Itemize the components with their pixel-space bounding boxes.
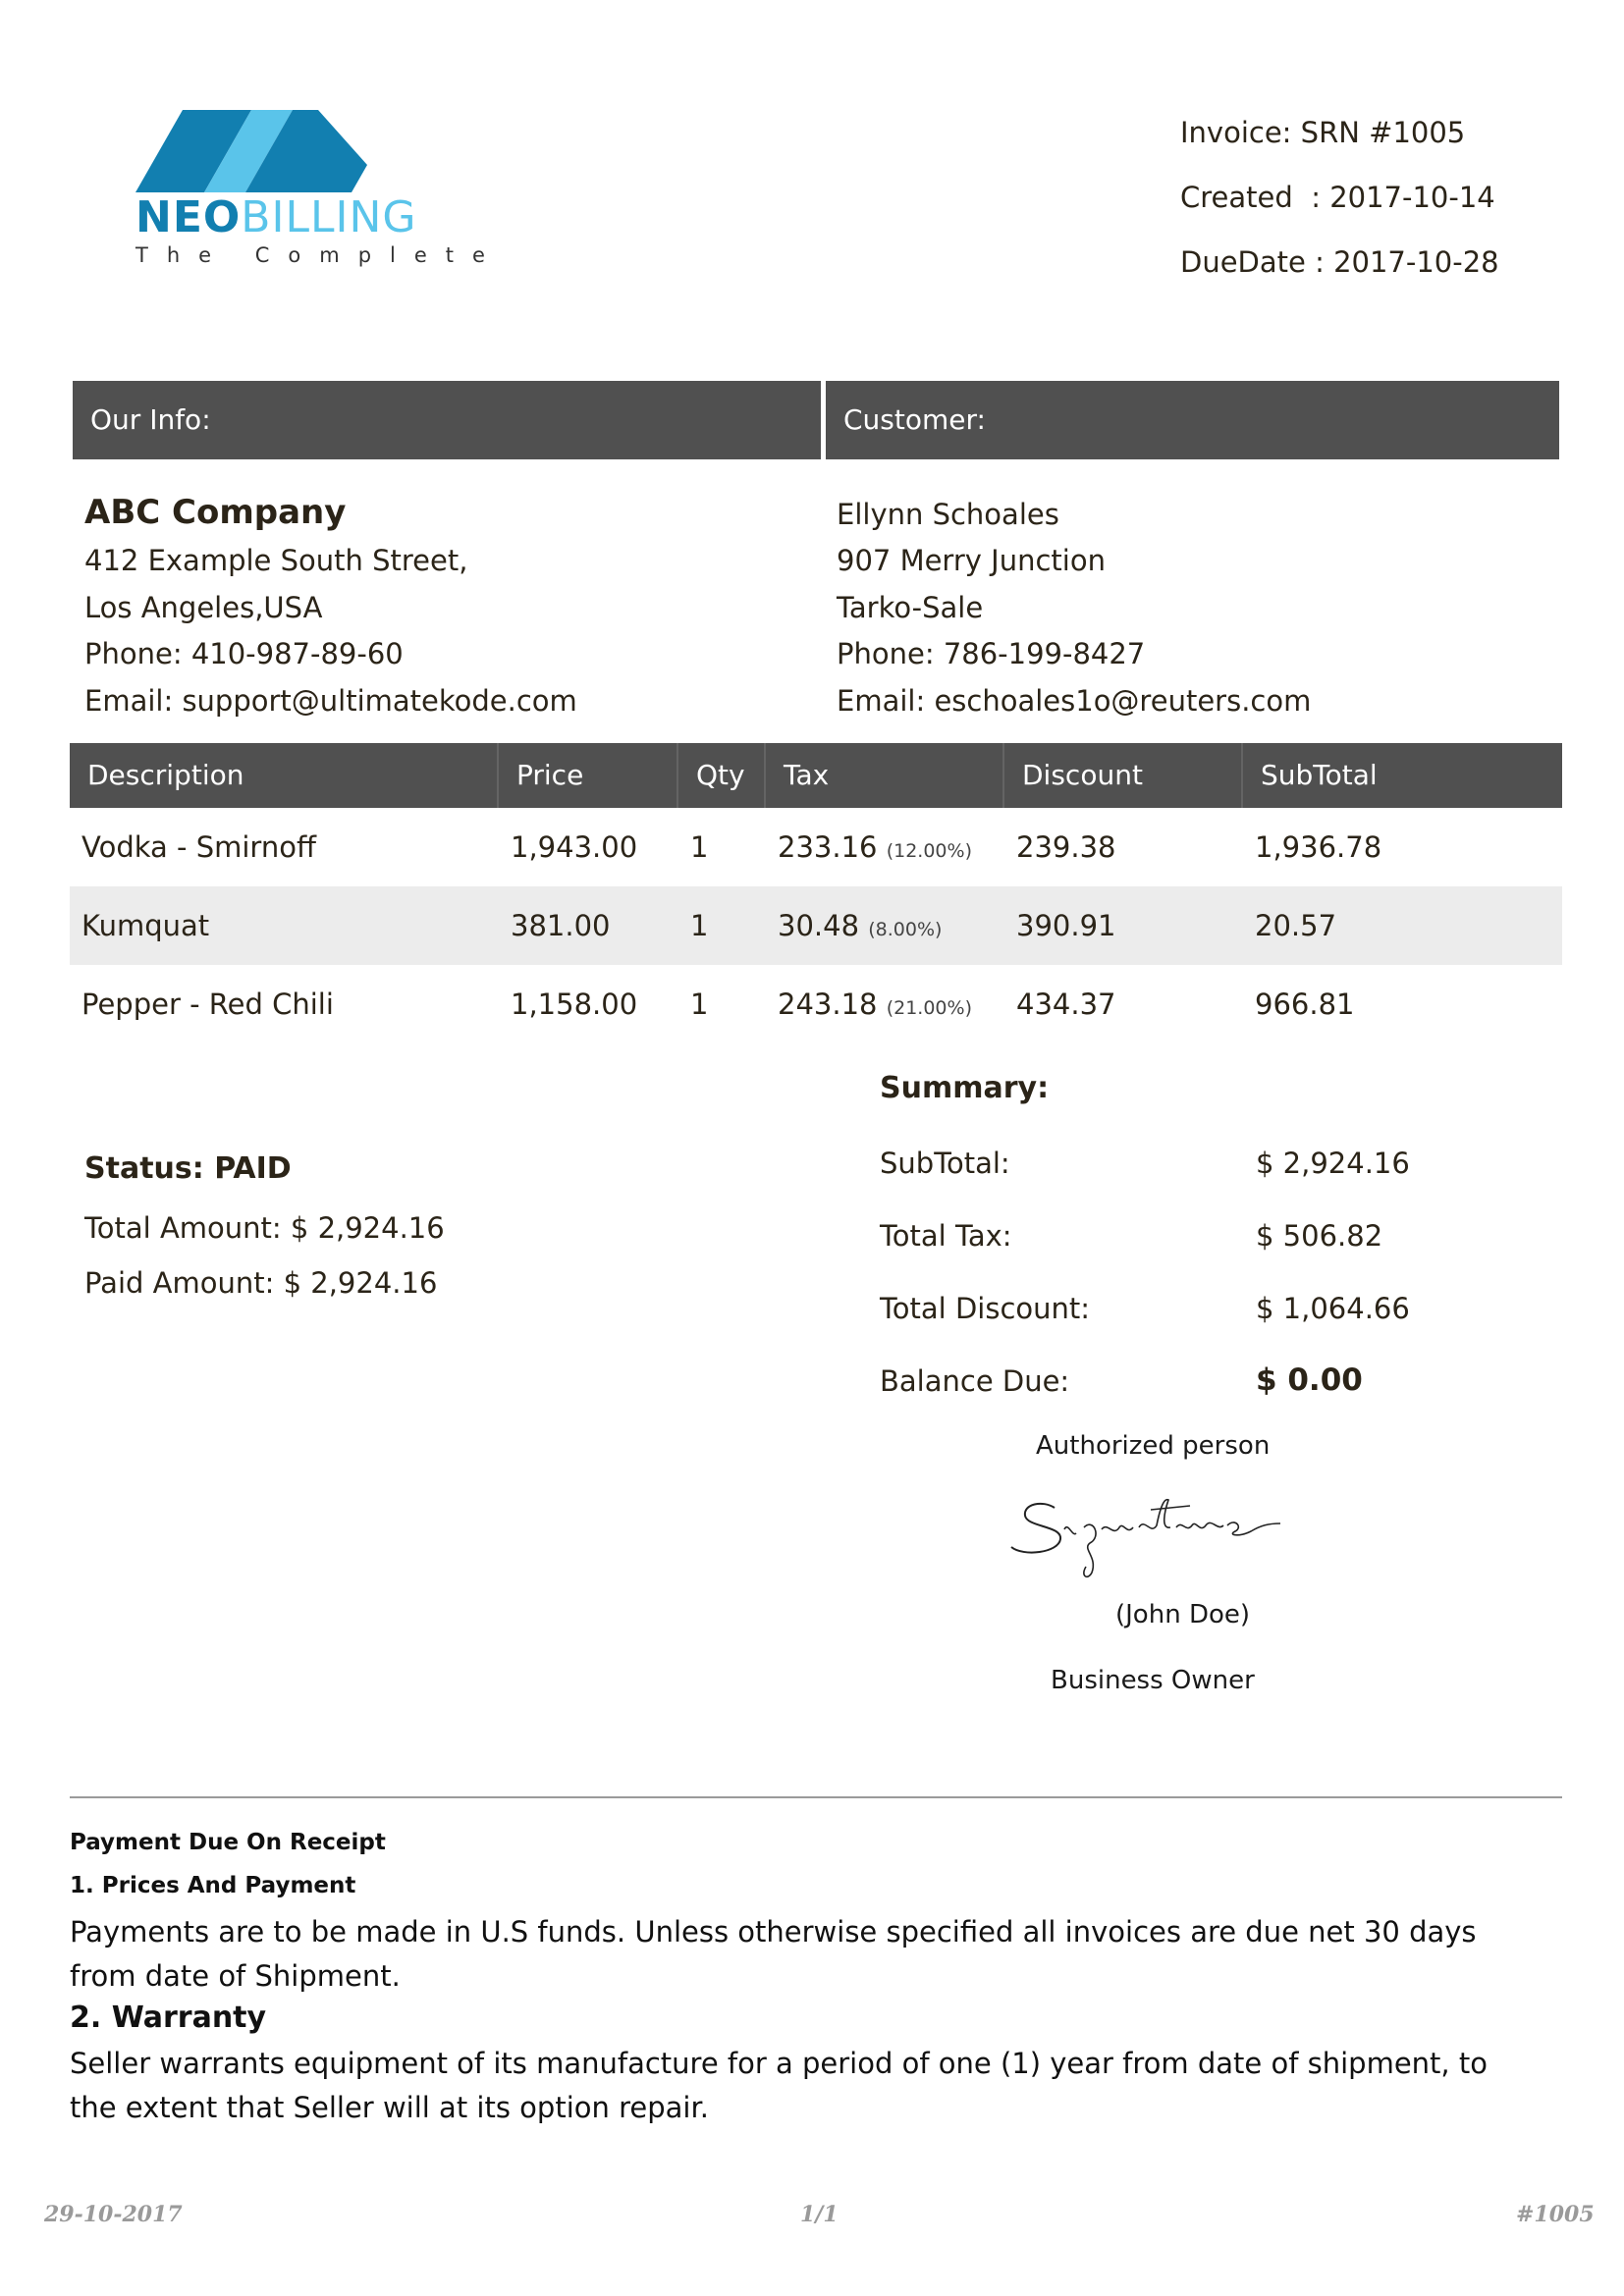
company-name: ABC Company — [84, 493, 347, 532]
column-header-qty: Qty — [678, 743, 766, 808]
column-header-price: Price — [499, 743, 678, 808]
cell-description: Kumquat — [81, 909, 210, 942]
summary-subtotal-label: SubTotal: — [880, 1147, 1010, 1180]
logo-wordmark — [135, 192, 416, 243]
items-table-header — [70, 743, 1562, 808]
terms-divider — [70, 1796, 1562, 1798]
logo-wordmark-billing: BILLING — [241, 192, 417, 242]
authorized-person-label: Authorized person — [1036, 1431, 1271, 1461]
column-header-tax: Tax — [766, 743, 1004, 808]
cell-tax-amount: 233.16 — [778, 830, 878, 864]
terms-section1-body: Payments are to be made in U.S funds. Unless otherwise specified all invoices are due net 30 days from date of Shipment. — [70, 1915, 1477, 1993]
column-header-description: Description — [70, 743, 499, 808]
table-row — [70, 886, 1562, 965]
signature-image — [1003, 1478, 1298, 1586]
column-header-discount: Discount — [1004, 743, 1243, 808]
summary-discount-label: Total Discount: — [880, 1292, 1091, 1325]
logo-tagline: The Complete — [135, 243, 504, 267]
cell-qty: 1 — [690, 830, 709, 864]
terms-section2-body: Seller warrants equipment of its manufacture for a period of one (1) year from date of shipment, to the extent that Seller will at its option repair. — [70, 2047, 1488, 2124]
cell-description: Pepper - Red Chili — [81, 988, 334, 1021]
company-address-line2: Los Angeles,USA — [84, 591, 323, 624]
signatory-role: Business Owner — [1051, 1666, 1255, 1695]
cell-qty: 1 — [690, 988, 709, 1021]
items-table — [70, 743, 1562, 1043]
column-header-subtotal: SubTotal — [1261, 759, 1378, 791]
total-amount: Total Amount: $ 2,924.16 — [84, 1211, 445, 1245]
company-phone: Phone: 410-987-89-60 — [84, 637, 404, 670]
cell-tax-rate: (12.00%) — [886, 840, 972, 862]
cell-discount: 434.37 — [1016, 988, 1116, 1021]
cell-tax-amount: 30.48 — [778, 909, 860, 942]
logo-wordmark-neo: NEO — [135, 192, 242, 242]
cell-tax — [766, 965, 972, 1043]
cell-qty: 1 — [690, 909, 709, 942]
summary-subtotal-value: $ 2,924.16 — [1256, 1147, 1410, 1180]
cell-subtotal: 1,936.78 — [1255, 830, 1382, 864]
company-address-line1: 412 Example South Street, — [84, 544, 468, 577]
invoice-number: Invoice: SRN #1005 — [1180, 116, 1466, 149]
cell-tax-amount: 243.18 — [778, 988, 878, 1021]
table-row — [70, 965, 1562, 1043]
cell-description: Vodka - Smirnoff — [81, 830, 316, 864]
neobilling-logo-mark — [135, 106, 371, 192]
customer-header: Customer: — [826, 381, 1559, 459]
cell-subtotal: 966.81 — [1255, 988, 1355, 1021]
cell-tax-rate: (21.00%) — [886, 997, 972, 1019]
cell-tax-rate: (8.00%) — [868, 919, 943, 940]
terms-heading: Payment Due On Receipt — [70, 1830, 386, 1855]
summary-tax-value: $ 506.82 — [1256, 1219, 1383, 1253]
customer-address-line2: Tarko-Sale — [837, 591, 984, 624]
terms-section2-title: 2. Warranty — [70, 2001, 267, 2035]
summary-tax-label: Total Tax: — [880, 1219, 1012, 1253]
cell-tax — [766, 886, 942, 965]
balance-due-label: Balance Due: — [880, 1364, 1070, 1398]
footer-date: 29-10-2017 — [44, 2202, 183, 2227]
invoice-due-date: DueDate : 2017-10-28 — [1180, 245, 1499, 279]
footer-invoice-number: #1005 — [1516, 2202, 1595, 2227]
cell-subtotal: 20.57 — [1255, 909, 1337, 942]
terms-section1-title: 1. Prices And Payment — [70, 1873, 356, 1898]
company-email: Email: support@ultimatekode.com — [84, 684, 577, 718]
invoice-created-date: Created : 2017-10-14 — [1180, 181, 1495, 214]
customer-email: Email: eschoales1o@reuters.com — [837, 684, 1312, 718]
cell-price: 381.00 — [511, 909, 611, 942]
cell-discount: 239.38 — [1016, 830, 1116, 864]
paid-amount: Paid Amount: $ 2,924.16 — [84, 1266, 438, 1300]
customer-phone: Phone: 786-199-8427 — [837, 637, 1146, 670]
payment-status: Status: PAID — [84, 1151, 292, 1186]
cell-discount: 390.91 — [1016, 909, 1116, 942]
cell-price: 1,158.00 — [511, 988, 638, 1021]
table-row — [70, 808, 1562, 886]
footer-page-number: 1/1 — [800, 2202, 839, 2227]
balance-due-value: $ 0.00 — [1256, 1362, 1363, 1398]
signatory-name: (John Doe) — [1115, 1600, 1251, 1629]
cell-tax — [766, 808, 972, 886]
customer-address-line1: 907 Merry Junction — [837, 544, 1106, 577]
summary-title: Summary: — [880, 1071, 1050, 1105]
customer-name: Ellynn Schoales — [837, 498, 1059, 531]
our-info-header: Our Info: — [73, 381, 821, 459]
summary-discount-value: $ 1,064.66 — [1256, 1292, 1410, 1325]
cell-price: 1,943.00 — [511, 830, 638, 864]
